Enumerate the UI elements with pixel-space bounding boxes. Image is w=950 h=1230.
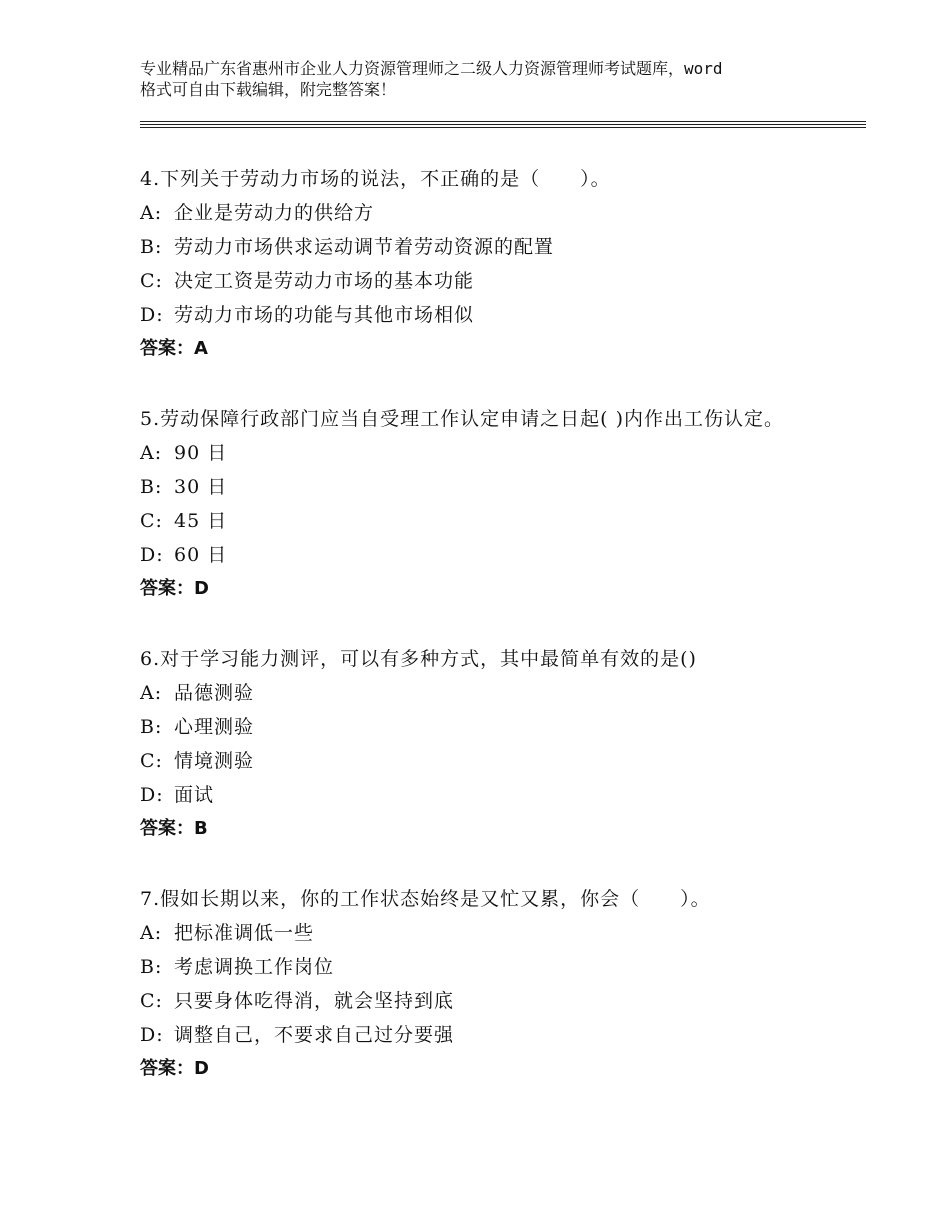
option-key: C: — [140, 270, 163, 292]
question-stem: 6.对于学习能力测评，可以有多种方式，其中最简单有效的是() — [140, 648, 697, 670]
option-key: D: — [140, 1024, 164, 1046]
answer-label: 答案：D — [140, 578, 209, 599]
option-text: 劳动力市场的功能与其他市场相似 — [174, 304, 475, 326]
question-7 — [140, 882, 840, 1086]
option-text: 情境测验 — [174, 750, 255, 772]
option-text: 企业是劳动力的供给方 — [174, 202, 375, 224]
option-a — [140, 916, 840, 950]
option-d — [140, 298, 840, 332]
answer-label: 答案：B — [140, 818, 208, 839]
option-b — [140, 470, 840, 504]
option-text: 调整自己，不要求自己过分要强 — [174, 1024, 455, 1046]
option-a — [140, 436, 840, 470]
option-key: B: — [140, 476, 163, 498]
option-text: 60 日 — [174, 544, 228, 566]
option-b — [140, 950, 840, 984]
header-title-line-1: 专业精品广东省惠州市企业人力资源管理师之二级人力资源管理师考试题库，word — [140, 59, 723, 78]
answer-label: 答案：D — [140, 1058, 209, 1079]
option-d — [140, 778, 840, 812]
option-key: C: — [140, 750, 163, 772]
option-key: C: — [140, 510, 163, 532]
header-divider-top — [140, 121, 866, 122]
option-d — [140, 538, 840, 572]
question-5 — [140, 402, 840, 606]
option-key: A: — [140, 442, 163, 464]
option-key: A: — [140, 922, 163, 944]
option-b — [140, 230, 840, 264]
option-text: 30 日 — [174, 476, 228, 498]
option-key: B: — [140, 956, 163, 978]
header-divider-bottom — [140, 127, 866, 128]
option-text: 品德测验 — [174, 682, 255, 704]
option-text: 决定工资是劳动力市场的基本功能 — [174, 270, 475, 292]
option-d — [140, 1018, 840, 1052]
option-c — [140, 744, 840, 778]
header-divider-middle — [140, 124, 866, 125]
option-key: B: — [140, 716, 163, 738]
question-list — [140, 162, 840, 1086]
option-text: 只要身体吃得消，就会坚持到底 — [174, 990, 455, 1012]
option-a — [140, 676, 840, 710]
question-4 — [140, 162, 840, 366]
option-key: A: — [140, 202, 163, 224]
question-6 — [140, 642, 840, 846]
option-key: D: — [140, 304, 164, 326]
option-text: 面试 — [174, 784, 215, 806]
option-c — [140, 504, 840, 538]
option-text: 45 日 — [174, 510, 228, 532]
option-key: B: — [140, 236, 163, 258]
option-c — [140, 264, 840, 298]
option-a — [140, 196, 840, 230]
answer-label: 答案：A — [140, 338, 208, 359]
document-header — [140, 58, 830, 100]
option-text: 90 日 — [174, 442, 228, 464]
option-key: D: — [140, 544, 164, 566]
option-text: 心理测验 — [174, 716, 255, 738]
option-b — [140, 710, 840, 744]
option-c — [140, 984, 840, 1018]
option-text: 劳动力市场供求运动调节着劳动资源的配置 — [174, 236, 555, 258]
option-key: D: — [140, 784, 164, 806]
header-title-line-2: 格式可自由下载编辑，附完整答案！ — [140, 80, 397, 99]
question-stem: 7.假如长期以来，你的工作状态始终是又忙又累，你会（ ）。 — [140, 888, 711, 910]
question-stem: 4.下列关于劳动力市场的说法，不正确的是（ ）。 — [140, 168, 611, 190]
option-key: C: — [140, 990, 163, 1012]
option-text: 考虑调换工作岗位 — [174, 956, 335, 978]
question-stem: 5.劳动保障行政部门应当自受理工作认定申请之日起( )内作出工伤认定。 — [140, 408, 784, 430]
option-key: A: — [140, 682, 163, 704]
option-text: 把标准调低一些 — [174, 922, 315, 944]
